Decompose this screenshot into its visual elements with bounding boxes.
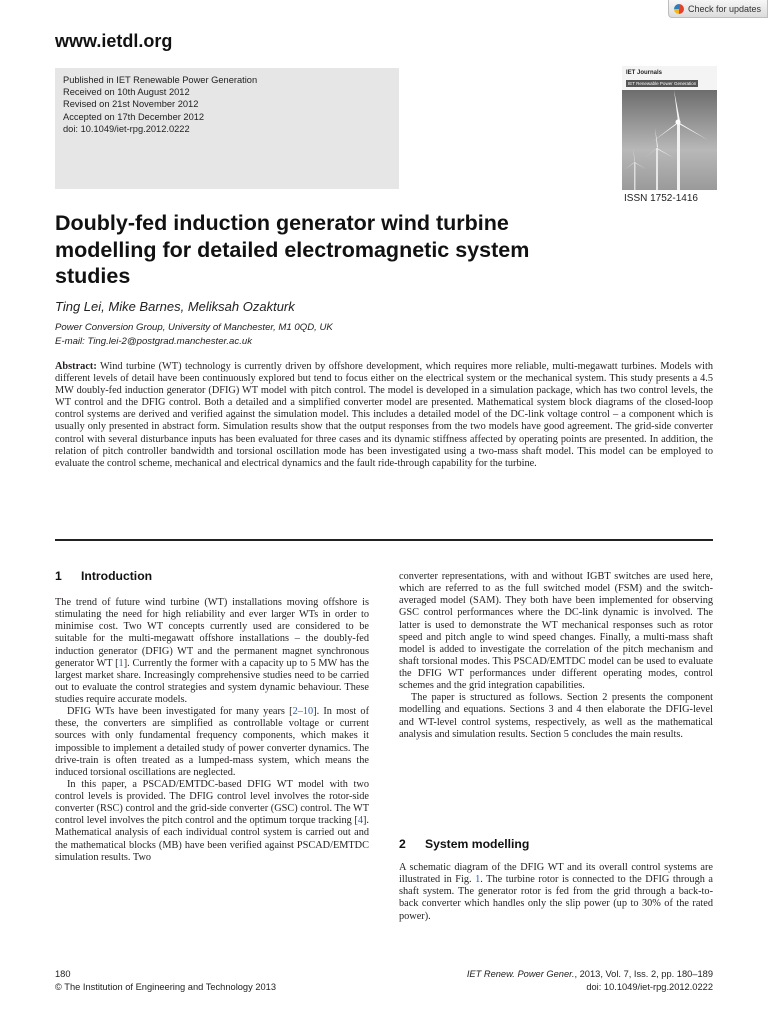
paragraph: A schematic diagram of the DFIG WT and its overall control systems are illustrated in Fig. 1. The turbine rotor is connected to the DFIG through a shaft system. The generator rotor is fed from the grid through a back-to-back converter which handles only the slip power (up to 30% of the rated power). [399, 862, 713, 922]
copyright: © The Institution of Engineering and Technology 2013 [55, 981, 277, 992]
footer-right [467, 968, 713, 993]
citation-link[interactable]: 2–10 [292, 706, 314, 718]
paragraph: DFIG WTs have been investigated for many years [2–10]. In most of these, the converters are simplified as controllable voltage or current sources with only fundamental frequency components, which makes it impossible to implement a detailed study of power converter dynamics. The drive-train is often treated as a lumped-mass system, which means the induced torsional oscillations are neglected. [55, 706, 369, 778]
abstract-text: Wind turbine (WT) technology is currently driven by offshore development, which requires more reliable, multi-megawatt turbines. Models with different levels of detail have been continuously explored but tend to focus either on the electrical system or the mechanical system. This study presents a 4.5 MW doubly-fed induction generator (DFIG) WT model with pitch control. The model is developed in a simulation package, which has two control levels, the WT control and the DFIG control. Both a detailed and a simplified converter model are presented. Mathematical system block diagrams of the closed-loop control systems are derived and verified against the simulation model. This includes a detailed model of the DC-link voltage control – a component which is usually only presented in abstract form. Simulation results show that the output responses from the two models have good agreement. The grid-side converter control with several disturbance inputs has been evaluated for three cases and its dynamic stiffness affected by operating points are presented. In addition, the relation of pitch controller bandwidth and torsional oscillation mode has been investigated using a two-mass shaft model. This model can be employed to evaluate the control scheme, mechanical and electrical dynamics and the fault ride-through capability for the turbine. [55, 361, 713, 469]
abstract [55, 361, 713, 470]
cover-brand: IET Journals [626, 70, 663, 76]
citation-link[interactable]: 4 [357, 815, 363, 827]
page-number: 180 [55, 969, 71, 979]
column-right-section2 [399, 862, 713, 923]
footer-doi: doi: 10.1049/iet-rpg.2012.0222 [586, 981, 713, 992]
affiliation-line: Power Conversion Group, University of Manchester, M1 0QD, UK [55, 322, 333, 333]
pubinfo-line: Received on 10th August 2012 [63, 87, 190, 98]
paragraph: The trend of future wind turbine (WT) installations moving offshore is stimulating the need for high reliability and ever larger WTs in order to minimise cost. Two WT concepts currently used are considered to be suitable for the multi-megawatt offshore installations – the doubly-fed induction generator (DFIG) WT and the permanent magnet synchronous generator WT [1]. Currently the former with a capacity up to 5 MW has the largest market share. Increasingly comprehensive studies need to be carried out to evaluate the control strategies and system dynamic behaviour. These studies require accurate models. [55, 597, 369, 705]
footer-left [55, 968, 276, 993]
check-for-updates-button[interactable] [668, 0, 768, 18]
authors: Ting Lei, Mike Barnes, Meliksah Ozakturk [55, 299, 295, 314]
column-right [399, 571, 713, 741]
paragraph: In this paper, a PSCAD/EMTDC-based DFIG WT model with two control levels is provided. The DFIG control level involves the rotor-side converter (RSC) control and the grid-side converter (GSC) control. The WT control level involves the pitch control and the optimum torque tracking [4]. Mathematical analysis of each individual control system is carried out and the mathematical blocks (MB) have been verified against PSCAD/EMTDC simulation results. Two [55, 778, 369, 863]
pubinfo-doi: doi: 10.1049/iet-rpg.2012.0222 [63, 123, 190, 134]
crossmark-icon [674, 4, 684, 14]
publication-info-box [55, 68, 399, 189]
site-url[interactable]: www.ietdl.org [55, 31, 173, 51]
journal-cover-image [622, 66, 717, 190]
abstract-label: Abstract: [55, 361, 97, 372]
figure-link[interactable]: 1 [475, 874, 481, 886]
journal-citation: IET Renew. Power Gener., 2013, Vol. 7, Iss. 2, pp. 180–189 [466, 969, 713, 979]
pubinfo-line: Revised on 21st November 2012 [63, 99, 199, 110]
article-title: Doubly-fed induction generator wind turbine modelling for detailed electromagnetic system studies [55, 211, 530, 288]
citation-link[interactable]: 1 [118, 657, 124, 669]
pubinfo-line: Published in IET Renewable Power Generation [63, 75, 258, 85]
pubinfo-line: Accepted on 17th December 2012 [63, 111, 205, 122]
divider [55, 539, 713, 541]
section-heading: 1 Introduction [55, 569, 153, 583]
affiliation [55, 321, 333, 348]
author-email: E-mail: Ting.lei-2@postgrad.manchester.ac.uk [55, 335, 252, 347]
paragraph: The paper is structured as follows. Section 2 presents the component modelling and equations. Sections 3 and 4 then elaborate the DFIG-level and WT-level control systems, respectively, as well as the mathematical analysis and simulation results. Section 5 concludes the main results. [399, 692, 713, 740]
section-heading: 2 System modelling [399, 837, 530, 851]
wind-turbine-illustration [622, 90, 717, 190]
cover-journal-title: IET Renewable Power Generation [628, 81, 697, 86]
check-for-updates-label: Check for updates [688, 3, 762, 14]
issn: ISSN 1752-1416 [624, 193, 698, 204]
column-left [55, 597, 369, 864]
paragraph: converter representations, with and without IGBT switches are used here, which are referred to as the full switched model (FSM) and the switch-averaged model (SAM). They both have been implemented for observing GSC control performances where the DC-link dynamic is involved. The latter is used to demonstrate the WT mechanical responses such as rotor speed and pitch angle to wind speed changes. Finally, a multi-mass shaft model is added to investigate the correlation of the pitch mechanism and shaft torsional modes. This PSCAD/EMTDC model can be used to evaluate the DFIG WT performances under different operating modes, control schemes and the grid integration capabilities. [399, 571, 713, 692]
